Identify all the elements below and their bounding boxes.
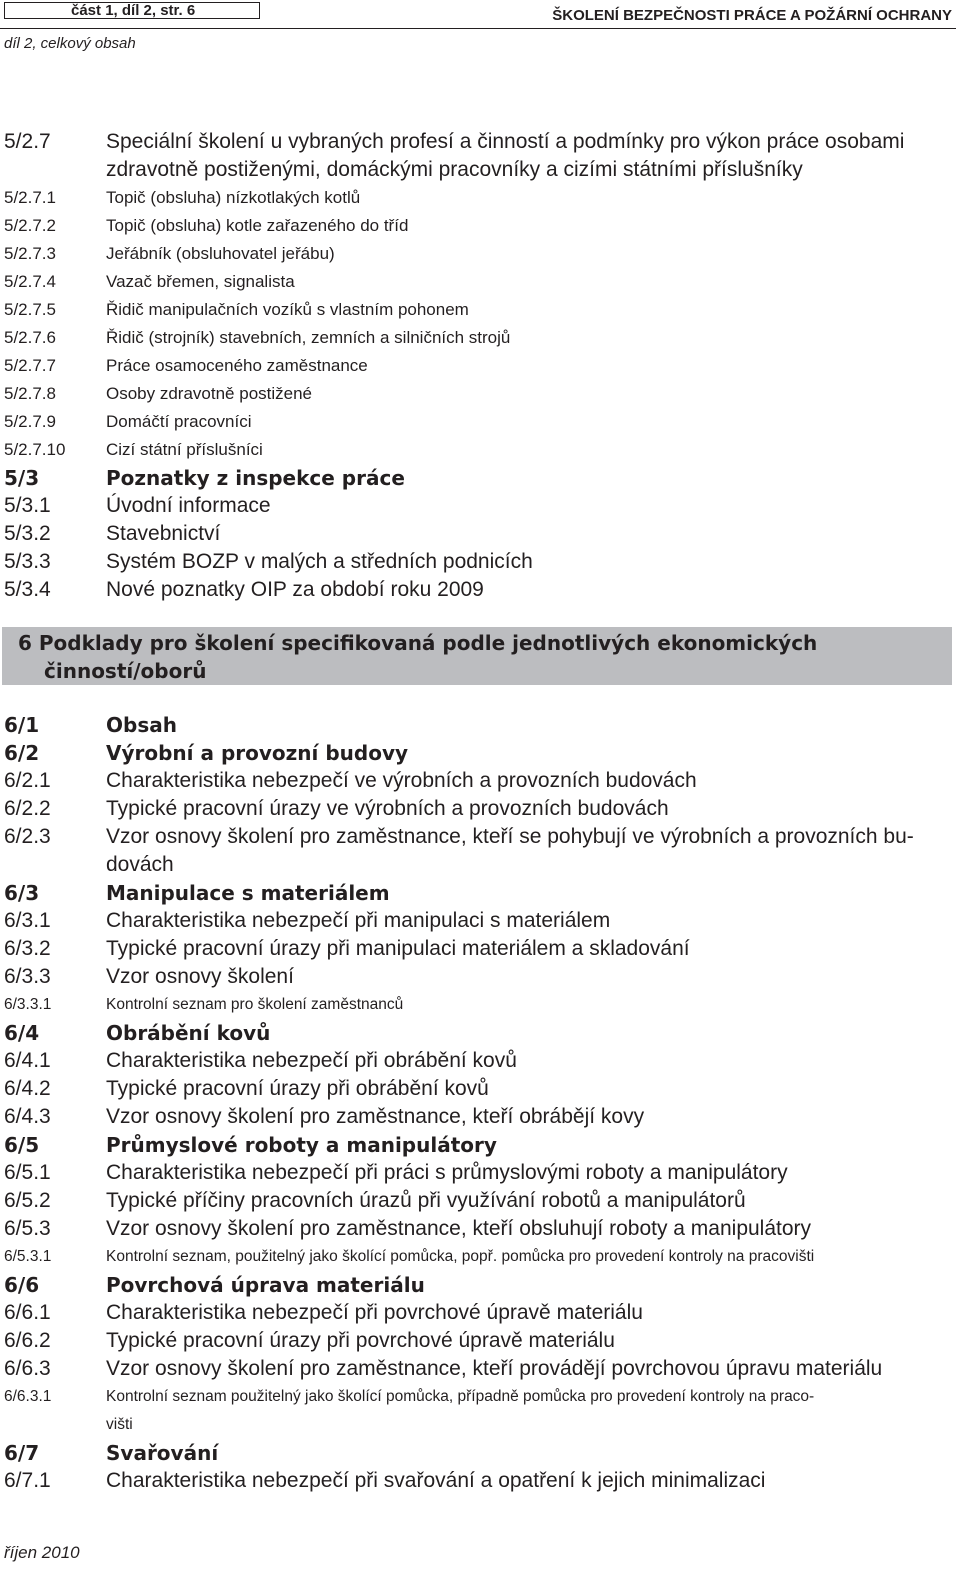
- toc-title: Typické pracovní úrazy při povrchové úpravě materiálu: [106, 1329, 615, 1352]
- toc-entry: [0, 240, 960, 268]
- toc-number: 5/2.7: [4, 130, 51, 153]
- toc-section-heading: [0, 711, 960, 739]
- toc-entry: [0, 352, 960, 380]
- toc-entry: [0, 128, 960, 156]
- toc-title: Typické pracovní úrazy při obrábění kovů: [106, 1077, 489, 1100]
- toc-entry: [0, 548, 960, 576]
- toc-number: 6/5: [4, 1133, 40, 1157]
- toc-title: višti: [106, 1416, 133, 1433]
- toc-title: Manipulace s materiálem: [106, 881, 390, 905]
- toc-entry: [0, 823, 960, 851]
- toc-number: 6/4: [4, 1021, 40, 1045]
- part-reference-box: [4, 2, 260, 19]
- toc-section-heading: [0, 739, 960, 767]
- toc-title: Svařování: [106, 1441, 219, 1465]
- toc-entry: [0, 1159, 960, 1187]
- toc-title: Charakteristika nebezpečí při obrábění kovů: [106, 1049, 517, 1072]
- toc-number: 5/2.7.5: [4, 300, 56, 319]
- toc-section-heading: [0, 1131, 960, 1159]
- toc-number: 6/6.3: [4, 1357, 51, 1380]
- toc-entry: [0, 1383, 960, 1411]
- toc-title: Průmyslové roboty a manipulátory: [106, 1133, 497, 1157]
- toc-title: Řidič manipulačních vozíků s vlastním pohonem: [106, 300, 469, 319]
- toc-number: 6/5.1: [4, 1161, 51, 1184]
- toc-title: Kontrolní seznam použitelný jako školící pomůcka, případně pomůcka pro provedení kontroly na praco-: [106, 1388, 815, 1405]
- toc-title: Cizí státní příslušníci: [106, 440, 263, 459]
- toc-section-heading: [0, 1439, 960, 1467]
- toc-number: 5/2.7.6: [4, 328, 56, 347]
- header-divider: [0, 28, 956, 29]
- toc-number: 6/3.3.1: [4, 996, 52, 1013]
- toc-title: Charakteristika nebezpečí při svařování a opatření k jejich minimalizaci: [106, 1469, 766, 1492]
- toc-entry: [0, 963, 960, 991]
- toc-title: Domáčtí pracovníci: [106, 412, 252, 431]
- toc-title: Typické pracovní úrazy při manipulaci materiálem a skladování: [106, 937, 690, 960]
- toc-number: 5/3.1: [4, 494, 51, 517]
- toc-number: 5/2.7.10: [4, 440, 66, 459]
- toc-entry: [0, 212, 960, 240]
- toc-entry-continuation: [0, 851, 960, 879]
- toc-number: 6/5.2: [4, 1189, 51, 1212]
- toc-title: Kontrolní seznam, použitelný jako školící pomůcka, popř. pomůcka pro provedení kontroly na pracovišti: [106, 1248, 815, 1265]
- toc-entry: [0, 492, 960, 520]
- toc-entry: [0, 296, 960, 324]
- toc-number: 6/6: [4, 1273, 40, 1297]
- toc-number: 5/2.7.2: [4, 216, 56, 235]
- toc-entry: [0, 767, 960, 795]
- toc-number: 5/3: [4, 466, 40, 490]
- part-reference: část 1, díl 2, str. 6: [71, 2, 196, 19]
- toc-entry: [0, 1355, 960, 1383]
- toc-title: Kontrolní seznam pro školení zaměstnanců: [106, 996, 404, 1013]
- toc-number: 5/2.7.8: [4, 384, 56, 403]
- chapter-6-heading: [2, 627, 952, 685]
- toc-title: Jeřábník (obsluhovatel jeřábu): [106, 244, 335, 263]
- toc-number: 5/2.7.1: [4, 188, 56, 207]
- footer-date: říjen 2010: [4, 1543, 80, 1562]
- toc-number: 6/6.2: [4, 1329, 51, 1352]
- toc-title: Typické příčiny pracovních úrazů při využívání robotů a manipulátorů: [106, 1189, 746, 1212]
- toc-entry: [0, 935, 960, 963]
- toc-section-heading: [0, 1271, 960, 1299]
- toc-number: 6/6.1: [4, 1301, 51, 1324]
- toc-number: 6/2.2: [4, 797, 51, 820]
- toc-number: 5/2.7.7: [4, 356, 56, 375]
- toc-entry: [0, 991, 960, 1019]
- toc-number: 6/4.2: [4, 1077, 51, 1100]
- toc-title: Speciální školení u vybraných profesí a činností a podmínky pro výkon práce osobami: [106, 130, 905, 153]
- toc-title: Charakteristika nebezpečí ve výrobních a provozních budovách: [106, 769, 697, 792]
- toc-title: Charakteristika nebezpečí při povrchové úpravě materiálu: [106, 1301, 643, 1324]
- toc-entry: [0, 436, 960, 464]
- toc-entry: [0, 1075, 960, 1103]
- toc-number: 5/3.4: [4, 578, 51, 601]
- toc-title: Stavebnictví: [106, 522, 221, 545]
- toc-entry: [0, 1215, 960, 1243]
- toc-title: Nové poznatky OIP za období roku 2009: [106, 578, 484, 601]
- toc-title: Vzor osnovy školení: [106, 965, 294, 988]
- toc-title: Úvodní informace: [106, 494, 271, 517]
- toc-entry: [0, 380, 960, 408]
- running-title: ŠKOLENÍ BEZPEČNOSTI PRÁCE A POŽÁRNÍ OCHRANY: [552, 7, 952, 24]
- toc-section-heading: [0, 879, 960, 907]
- toc-title: Osoby zdravotně postižené: [106, 384, 313, 403]
- toc-number: 6/6.3.1: [4, 1388, 52, 1405]
- toc-title: Obrábění kovů: [106, 1021, 271, 1045]
- toc-entry: [0, 576, 960, 604]
- toc-entry: [0, 268, 960, 296]
- toc-number: 6/2: [4, 741, 40, 765]
- toc-number: 6/2.1: [4, 769, 51, 792]
- toc-number: 6/4.1: [4, 1049, 51, 1072]
- toc-number: 6/2.3: [4, 825, 51, 848]
- toc-title: Vzor osnovy školení pro zaměstnance, kteří se pohybují ve výrobních a provozních bu-: [106, 825, 914, 848]
- chapter-title-line: 6 Podklady pro školení specifikovaná podle jednotlivých ekonomických: [18, 631, 818, 655]
- toc-number: 6/5.3: [4, 1217, 51, 1240]
- toc-section-heading: [0, 464, 960, 492]
- toc-entry: [0, 184, 960, 212]
- toc-number: 5/3.2: [4, 522, 51, 545]
- toc-number: 6/5.3.1: [4, 1248, 52, 1265]
- toc-section-heading: [0, 1019, 960, 1047]
- toc-number: 5/3.3: [4, 550, 51, 573]
- toc-number: 5/2.7.3: [4, 244, 56, 263]
- toc-entry: [0, 1243, 960, 1271]
- toc-title: dovách: [106, 853, 174, 876]
- toc-number: 6/3: [4, 881, 40, 905]
- toc-title: Vzor osnovy školení pro zaměstnance, kteří provádějí povrchovou úpravu materiálu: [106, 1357, 883, 1380]
- toc-entry-continuation: [0, 156, 960, 184]
- toc-number: 6/4.3: [4, 1105, 51, 1128]
- toc-section-5: [0, 128, 960, 604]
- toc-title: Práce osamoceného zaměstnance: [106, 356, 368, 375]
- toc-entry: [0, 1047, 960, 1075]
- toc-number: 6/1: [4, 713, 40, 737]
- toc-entry: [0, 324, 960, 352]
- toc-title: Řidič (strojník) stavebních, zemních a silničních strojů: [106, 328, 511, 347]
- toc-title: Topič (obsluha) nízkotlakých kotlů: [106, 188, 361, 207]
- toc-entry: [0, 1467, 960, 1495]
- chapter-title-line: činností/oborů: [44, 659, 207, 683]
- toc-entry: [0, 907, 960, 935]
- toc-title: Typické pracovní úrazy ve výrobních a provozních budovách: [106, 797, 669, 820]
- toc-title: Charakteristika nebezpečí při práci s průmyslovými roboty a manipulátory: [106, 1161, 788, 1184]
- toc-entry: [0, 795, 960, 823]
- toc-title: Vzor osnovy školení pro zaměstnance, kteří obsluhují roboty a manipulátory: [106, 1217, 812, 1240]
- toc-title: Povrchová úprava materiálu: [106, 1273, 425, 1297]
- toc-section-6: [0, 711, 960, 1495]
- toc-number: 5/2.7.4: [4, 272, 56, 291]
- toc-number: 6/3.2: [4, 937, 51, 960]
- toc-entry: [0, 1187, 960, 1215]
- toc-entry: [0, 1299, 960, 1327]
- toc-title: Vazač břemen, signalista: [106, 272, 295, 291]
- toc-title: Systém BOZP v malých a středních podnicích: [106, 550, 533, 573]
- toc-entry: [0, 1103, 960, 1131]
- toc-entry: [0, 520, 960, 548]
- toc-number: 5/2.7.9: [4, 412, 56, 431]
- toc-entry-continuation: [0, 1411, 960, 1439]
- toc-number: 6/7: [4, 1441, 40, 1465]
- toc-number: 6/3.1: [4, 909, 51, 932]
- toc-title: Vzor osnovy školení pro zaměstnance, kteří obrábějí kovy: [106, 1105, 645, 1128]
- toc-title: Charakteristika nebezpečí při manipulaci s materiálem: [106, 909, 611, 932]
- toc-number: 6/7.1: [4, 1469, 51, 1492]
- toc-title: Poznatky z inspekce práce: [106, 466, 405, 490]
- toc-number: 6/3.3: [4, 965, 51, 988]
- volume-subtitle: díl 2, celkový obsah: [4, 35, 136, 52]
- toc-title: Topič (obsluha) kotle zařazeného do tříd: [106, 216, 409, 235]
- toc-title: Obsah: [106, 713, 177, 737]
- toc-entry: [0, 408, 960, 436]
- toc-entry: [0, 1327, 960, 1355]
- toc-title: Výrobní a provozní budovy: [106, 741, 409, 765]
- toc-title: zdravotně postiženými, domáckými pracovníky a cizími státními příslušníky: [106, 158, 803, 181]
